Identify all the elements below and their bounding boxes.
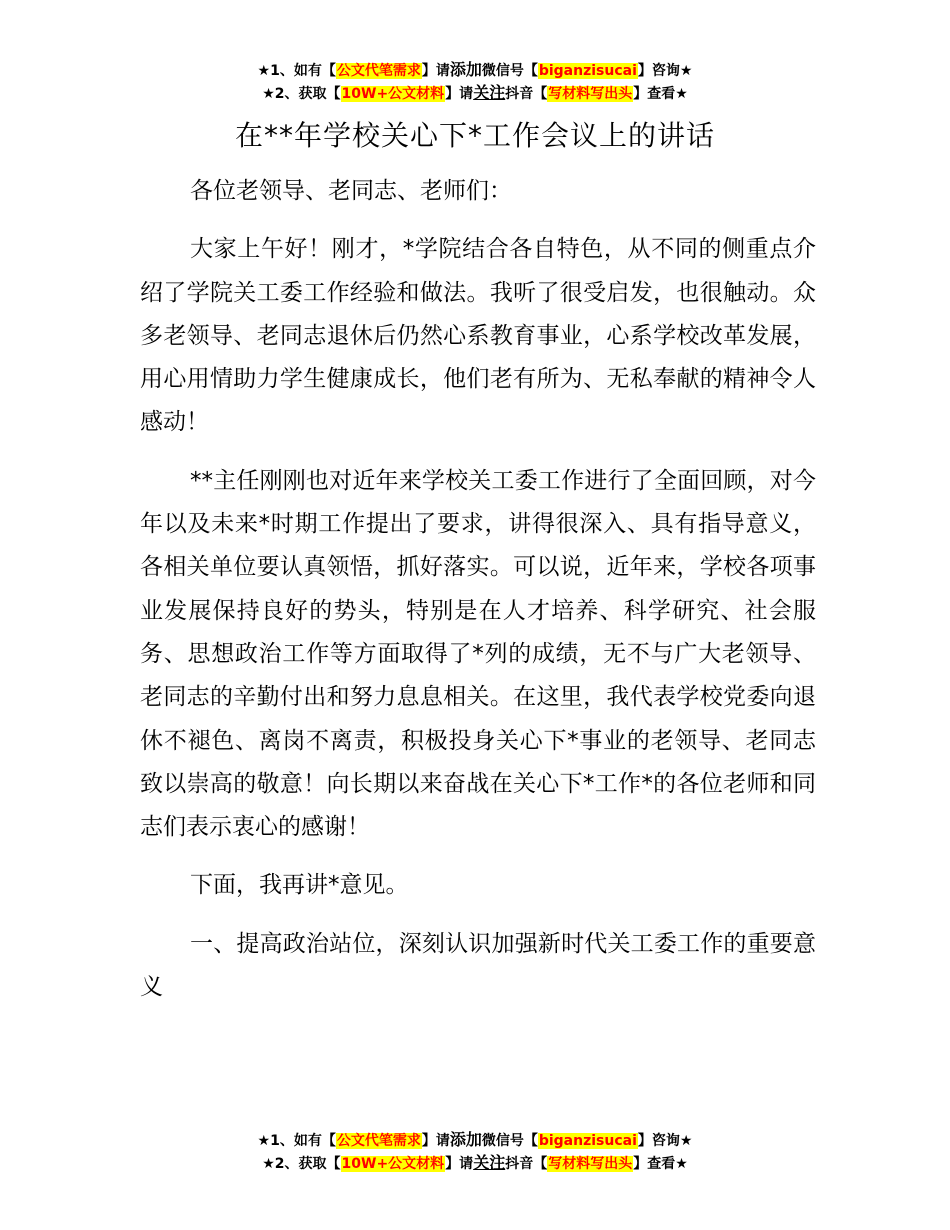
highlight-douyin-account: 写材料写出头 [548,86,633,102]
banner-line-1: ★1、如有【公文代笔需求】请添加微信号【biganzisucai】咨询★ [257,1130,693,1149]
paragraph: 下面，我再讲*意见。 [190,872,409,899]
banner-line-1: ★1、如有【公文代笔需求】请添加微信号【biganzisucai】咨询★ [257,60,693,79]
salutation: 各位老领导、老同志、老师们： [190,178,512,204]
highlight-materials: 10W+公文材料 [341,1156,445,1172]
highlight-wechat-id: biganzisucai [538,63,637,79]
banner-line-2: ★2、获取【10W+公文材料】请关注抖音【写材料写出头】查看★ [262,1153,688,1172]
document-body [140,170,816,1024]
highlight-service: 公文代笔需求 [336,63,421,79]
banner-line-2: ★2、获取【10W+公文材料】请关注抖音【写材料写出头】查看★ [262,83,688,102]
highlight-douyin-account: 写材料写出头 [548,1156,633,1172]
highlight-wechat-id: biganzisucai [538,1133,637,1149]
highlight-service: 公文代笔需求 [336,1133,421,1149]
section-heading: 一、提高政治站位，深刻认识加强新时代关工委工作的重要意义 [140,930,816,1001]
paragraph: 大家上午好！刚才，*学院结合各自特色，从不同的侧重点介绍了学院关工委工作经验和做法。我听了很受启发，也很触动。众多老领导、老同志退休后仍然心系教育事业，心系学校改革发展，用心用情助力学生健康成长，他们老有所为、无私奉献的精神令人感动！ [140,236,816,436]
highlight-materials: 10W+公文材料 [341,86,445,102]
paragraph: **主任刚刚也对近年来学校关工委工作进行了全面回顾，对今年以及未来*时期工作提出了要求，讲得很深入、具有指导意义，各相关单位要认真领悟，抓好落实。可以说，近年来，学校各项事业发展保持良好的势头，特别是在人才培养、科学研究、社会服务、思想政治工作等方面取得了*列的成绩，无不与广大老领导、老同志的辛勤付出和努力息息相关。在这里，我代表学校党委向退休不褪色、离岗不离责，积极投身关心下*事业的老领导、老同志致以崇高的敬意！向长期以来奋战在关心下*工作*的各位老师和同志们表示衷心的感谢！ [140,467,816,841]
header-banner [0,59,950,105]
footer-banner [0,1129,950,1175]
document-title: 在**年学校关心下*工作会议上的讲话 [234,119,715,152]
